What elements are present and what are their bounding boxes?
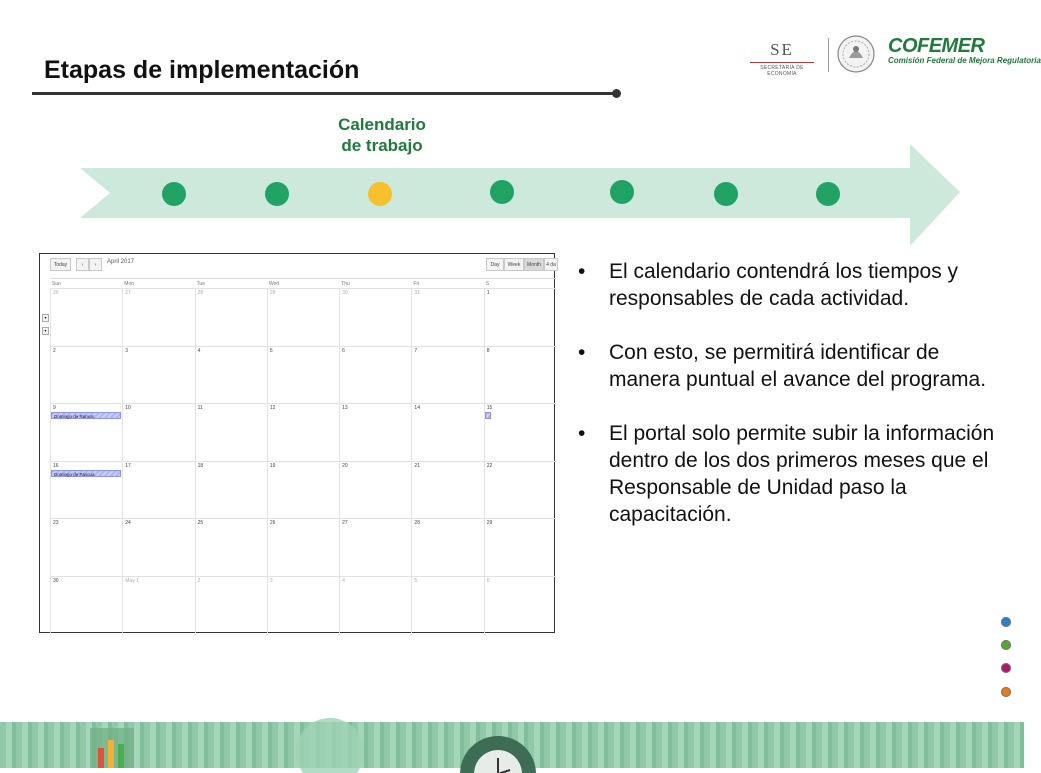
- timeline-stage-dot-4[interactable]: [490, 180, 514, 204]
- calendar-day-number: 28: [197, 290, 204, 296]
- calendar-day-cell[interactable]: [484, 288, 556, 346]
- calendar-day-cell[interactable]: [195, 576, 267, 634]
- stage-label-line2: de trabajo: [341, 136, 423, 155]
- calendar-day-cell[interactable]: [122, 461, 194, 519]
- calendar-day-cell[interactable]: [267, 461, 339, 519]
- timeline-stage-dot-1[interactable]: [162, 182, 186, 206]
- footer-illustration: [0, 722, 1024, 768]
- calendar-day-cell[interactable]: [122, 518, 194, 576]
- timeline-stage-dot-6[interactable]: [714, 182, 738, 206]
- calendar-day-cell[interactable]: [411, 461, 483, 519]
- calendar-day-number: 12: [269, 405, 276, 411]
- calendar-event-overflow[interactable]: [485, 412, 491, 419]
- logo-divider: [828, 38, 829, 72]
- bullet-item: [578, 420, 998, 528]
- calendar-day-cell[interactable]: [267, 346, 339, 404]
- calendar-day-cell[interactable]: [484, 461, 556, 519]
- calendar-day-number: 26: [269, 520, 276, 526]
- calendar-day-cell[interactable]: [339, 461, 411, 519]
- calendar-day-number: 2: [197, 577, 201, 584]
- bullet-marker: •: [578, 260, 586, 283]
- se-logo-rule: [750, 62, 814, 63]
- se-logo-text: SE: [770, 40, 794, 59]
- calendar-day-cell[interactable]: [411, 403, 483, 461]
- calendar-day-number: 13: [342, 405, 348, 411]
- calendar-day-cell[interactable]: [122, 346, 194, 404]
- calendar-day-cell[interactable]: [339, 576, 411, 634]
- calendar-day-cell[interactable]: [267, 288, 339, 346]
- calendar-side-collapse-icon[interactable]: ▾: [42, 314, 49, 322]
- calendar-event[interactable]: Domingo de Ramos: [51, 412, 121, 419]
- calendar-weekday-header: Mon: [124, 281, 135, 287]
- nav-dot-green[interactable]: [1001, 640, 1011, 650]
- calendar-day-cell[interactable]: [411, 576, 483, 634]
- nav-dot-blue[interactable]: [1001, 617, 1011, 627]
- calendar-day-number: 27: [125, 290, 131, 296]
- timeline-stage-dot-7[interactable]: [816, 182, 840, 206]
- calendar-day-number: May 1: [125, 577, 139, 584]
- calendar-day-cell[interactable]: [339, 518, 411, 576]
- calendar-day-number: 25: [197, 520, 204, 526]
- nav-dot-magenta[interactable]: [1001, 663, 1011, 673]
- calendar-day-number: 19: [269, 462, 276, 469]
- calendar-day-cell[interactable]: [195, 403, 267, 461]
- calendar-day-number: 26: [53, 290, 59, 296]
- bullet-list: [578, 258, 998, 555]
- bullet-marker: •: [578, 341, 586, 364]
- timeline-stage-dot-current[interactable]: [368, 182, 392, 206]
- calendar-day-number: 24: [125, 520, 131, 526]
- cofemer-brand: COFEMER: [888, 35, 985, 57]
- calendar-day-number: 5: [414, 577, 418, 584]
- bullet-item: [578, 339, 998, 393]
- calendar-day-number: 30: [53, 577, 59, 584]
- calendar-day-cell[interactable]: [122, 403, 194, 461]
- calendar-day-cell[interactable]: [484, 518, 556, 576]
- calendar-4days-button[interactable]: 4 da: [544, 258, 558, 271]
- calendar-next-button[interactable]: ›: [89, 258, 102, 271]
- calendar-month-button[interactable]: Month: [524, 258, 544, 271]
- calendar-weekday-header: Wed: [268, 281, 280, 287]
- calendar-day-cell[interactable]: [195, 288, 267, 346]
- calendar-day-cell[interactable]: [411, 288, 483, 346]
- calendar-weekday-header: Sun: [52, 281, 61, 287]
- nav-dot-orange[interactable]: [1001, 687, 1011, 697]
- calendar-day-number: 7: [414, 347, 418, 354]
- calendar-day-cell[interactable]: [339, 288, 411, 346]
- calendar-day-number: 15: [486, 405, 493, 411]
- calendar-weekday-header: S: [485, 281, 490, 287]
- se-logo: [746, 40, 818, 77]
- national-seal-icon: [836, 34, 876, 74]
- calendar-day-cell[interactable]: [339, 346, 411, 404]
- calendar-day-number: 6: [342, 347, 345, 354]
- calendar-day-number: 4: [342, 577, 345, 584]
- timeline-stage-dot-5[interactable]: [610, 180, 634, 204]
- calendar-day-number: 8: [486, 347, 490, 354]
- calendar-day-cell[interactable]: [50, 288, 122, 346]
- calendar-screenshot: [39, 253, 555, 633]
- calendar-day-cell[interactable]: [484, 576, 556, 634]
- calendar-day-cell[interactable]: [267, 403, 339, 461]
- calendar-day-cell[interactable]: [195, 461, 267, 519]
- calendar-day-button[interactable]: Day: [486, 258, 504, 271]
- calendar-weekday-header: Fri: [413, 281, 420, 287]
- calendar-day-number: 31: [414, 290, 420, 296]
- calendar-day-cell[interactable]: [50, 518, 122, 576]
- calendar-day-number: 27: [342, 520, 348, 526]
- calendar-day-number: 1: [486, 290, 490, 296]
- calendar-day-number: 3: [269, 577, 273, 584]
- calendar-day-number: 22: [486, 462, 493, 469]
- calendar-day-cell[interactable]: [484, 346, 556, 404]
- calendar-day-cell[interactable]: [122, 576, 194, 634]
- calendar-day-cell[interactable]: [484, 403, 556, 461]
- calendar-day-number: 6: [486, 577, 490, 584]
- calendar-day-number: 21: [414, 462, 420, 469]
- timeline-stage-dot-2[interactable]: [265, 182, 289, 206]
- footer-decorative-band: [0, 722, 1024, 768]
- calendar-side-expand-icon[interactable]: ▾: [42, 327, 49, 335]
- cofemer-tagline: Comisión Federal de Mejora Regulatoria: [888, 56, 1041, 65]
- bullet-text: El calendario contendrá los tiempos y responsables de cada actividad.: [609, 260, 959, 310]
- slide-title: Etapas de implementación: [44, 56, 360, 84]
- calendar-day-number: 9: [53, 405, 56, 411]
- calendar-day-cell[interactable]: [339, 403, 411, 461]
- calendar-day-number: 4: [197, 347, 201, 354]
- calendar-day-number: 2: [53, 347, 56, 354]
- calendar-day-number: 11: [197, 405, 203, 411]
- calendar-day-cell[interactable]: [267, 576, 339, 634]
- calendar-day-number: 10: [125, 405, 131, 411]
- calendar-day-cell[interactable]: [267, 518, 339, 576]
- bullet-item: [578, 258, 998, 312]
- calendar-today-button[interactable]: Today: [50, 258, 71, 271]
- calendar-day-number: 5: [269, 347, 273, 354]
- calendar-day-number: 14: [414, 405, 420, 411]
- calendar-month-grid: [50, 278, 556, 633]
- calendar-day-cell[interactable]: [195, 346, 267, 404]
- calendar-week-button[interactable]: Week: [504, 258, 524, 271]
- se-logo-subtitle: SECRETARÍA DE ECONOMÍA: [760, 65, 804, 77]
- calendar-day-number: 3: [125, 347, 129, 354]
- cofemer-logo: [888, 35, 1041, 72]
- stage-label-line1: Calendario: [338, 115, 426, 134]
- calendar-day-number: 29: [269, 290, 276, 296]
- bullet-text: El portal solo permite subir la información dentro de los dos primeros meses que el Responsable de Unidad paso la capacitación.: [609, 422, 995, 526]
- title-underline: [32, 92, 616, 95]
- calendar-day-cell[interactable]: [411, 518, 483, 576]
- calendar-day-number: 23: [53, 520, 59, 526]
- calendar-prev-button[interactable]: ‹: [76, 258, 89, 271]
- title-underline-dot: [612, 89, 621, 98]
- calendar-day-number: 20: [342, 462, 348, 469]
- bullet-marker: •: [578, 422, 586, 445]
- calendar-month-label: April 2017: [107, 259, 135, 265]
- calendar-day-cell[interactable]: [50, 576, 122, 634]
- calendar-day-cell[interactable]: [195, 518, 267, 576]
- calendar-weekday-header: Thu: [341, 281, 350, 287]
- calendar-day-number: 18: [197, 462, 204, 469]
- bullet-text: Con esto, se permitirá identificar de manera puntual el avance del programa.: [609, 341, 987, 391]
- calendar-day-number: 30: [342, 290, 348, 296]
- calendar-day-cell[interactable]: [411, 346, 483, 404]
- calendar-day-cell[interactable]: [122, 288, 194, 346]
- calendar-event[interactable]: Domingo de Pascua: [51, 470, 121, 477]
- calendar-day-number: 28: [414, 520, 420, 526]
- calendar-weekday-header: Tue: [196, 281, 205, 287]
- calendar-day-cell[interactable]: [50, 346, 122, 404]
- calendar-day-number: 17: [125, 462, 131, 469]
- calendar-day-number: 29: [486, 520, 493, 526]
- calendar-day-number: 16: [53, 462, 59, 469]
